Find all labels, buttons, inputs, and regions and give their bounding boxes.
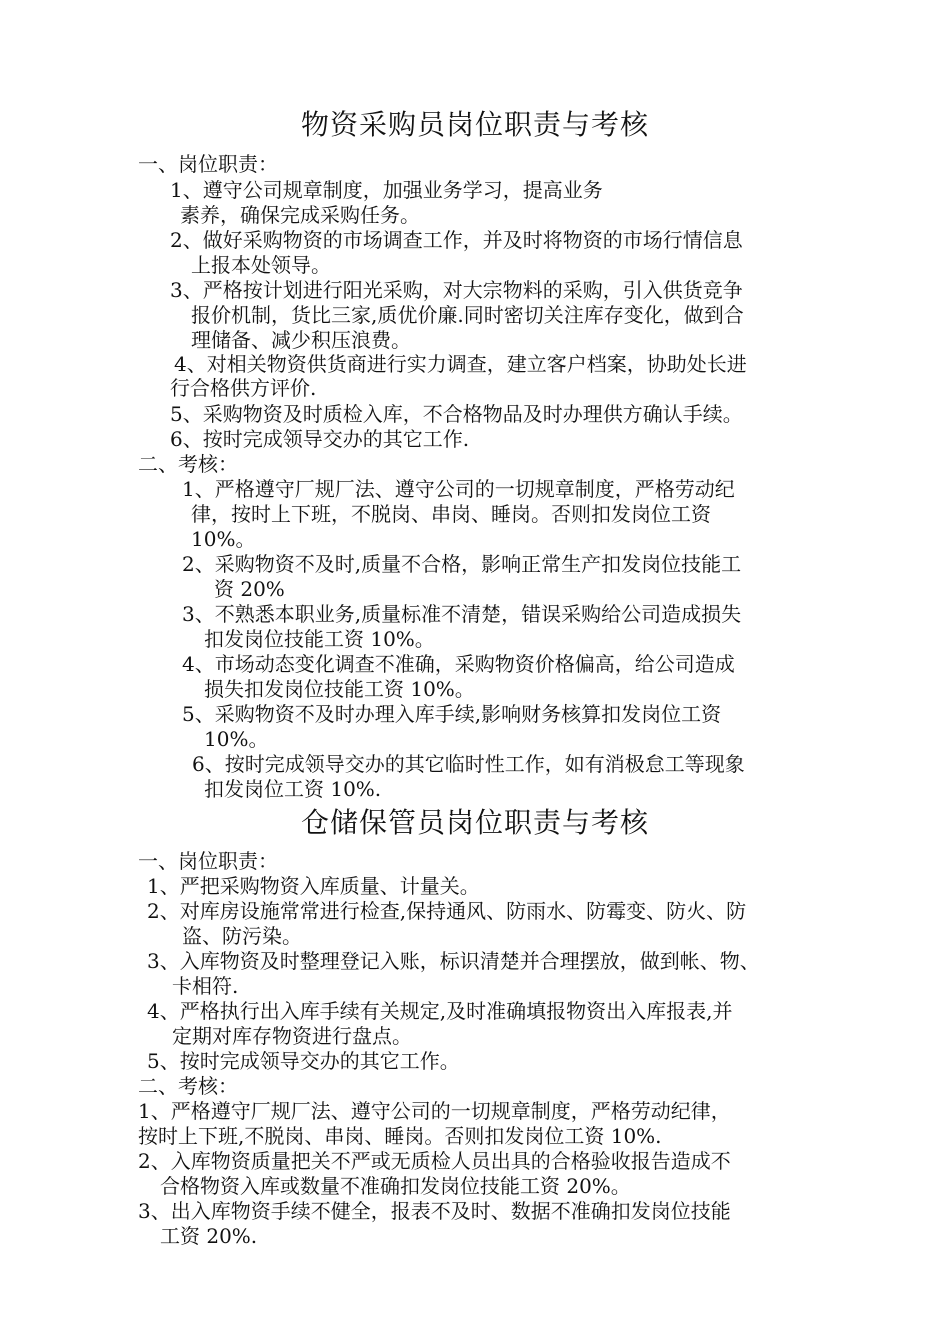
doc1-assess-5-line-1: 5、采购物资不及时办理入库手续,影响财务核算扣发岗位工资 [182,702,722,726]
doc2-duties-heading: 一、岗位职责： [138,849,278,873]
doc1-duty-1-line-1: 1、遵守公司规章制度，加强业务学习，提高业务 [170,178,603,202]
doc1-assess-5-line-2: 10%。 [204,727,269,751]
doc2-assess-2-line-1: 2、入库物资质量把关不严或无质检人员出具的合格验收报告造成不 [138,1149,731,1173]
doc1-assess-4-line-2: 损失扣发岗位技能工资 10%。 [204,677,475,701]
doc1-duty-2-line-2: 上报本处领导。 [191,253,331,277]
doc1-duty-3-line-1: 3、严格按计划进行阳光采购，对大宗物料的采购，引入供货竞争 [170,278,743,302]
doc2-title: 仓储保管员岗位职责与考核 [300,806,649,839]
doc1-duty-1-line-2: 素养，确保完成采购任务。 [180,203,420,227]
doc1-assess-6-line-1: 6、按时完成领导交办的其它临时性工作，如有消极怠工等现象 [192,752,745,776]
doc1-assess-2-line-2: 资 20% [214,577,285,601]
doc1-duty-6: 6、按时完成领导交办的其它工作. [170,427,470,451]
doc2-duty-5: 5、按时完成领导交办的其它工作。 [147,1049,460,1073]
doc1-duty-3-line-3: 理储备、减少积压浪费。 [191,328,411,352]
doc1-assess-4-line-1: 4、市场动态变化调查不准确，采购物资价格偏高，给公司造成 [182,652,735,676]
doc1-duties-heading: 一、岗位职责： [138,152,278,176]
doc1-duty-3-line-2: 报价机制，货比三家,质优价廉.同时密切关注库存变化，做到合 [191,303,744,327]
doc2-assess-3-line-2: 工资 20%. [160,1224,258,1248]
doc1-assess-3-line-2: 扣发岗位技能工资 10%。 [204,627,435,651]
doc1-title: 物资采购员岗位职责与考核 [300,108,649,141]
doc2-assess-3-line-1: 3、出入库物资手续不健全，报表不及时、数据不准确扣发岗位技能 [138,1199,731,1223]
doc1-assess-1-line-3: 10%。 [191,527,256,551]
doc1-assess-2-line-1: 2、采购物资不及时,质量不合格，影响正常生产扣发岗位技能工 [182,552,742,576]
doc2-duty-4-line-2: 定期对库存物资进行盘点。 [172,1024,412,1048]
doc2-assess-2-line-2: 合格物资入库或数量不准确扣发岗位技能工资 20%。 [160,1174,631,1198]
doc2-assess-1-line-2: 按时上下班,不脱岗、串岗、睡岗。否则扣发岗位工资 10%. [138,1124,662,1148]
doc2-duty-1: 1、严把采购物资入库质量、计量关。 [147,874,480,898]
doc1-duty-4-line-1: 4、对相关物资供货商进行实力调查，建立客户档案，协助处长进 [174,352,747,376]
doc2-assess-1-line-1: 1、严格遵守厂规厂法、遵守公司的一切规章制度，严格劳动纪律， [138,1099,731,1123]
doc1-assess-heading: 二、考核： [138,452,238,476]
doc2-duty-2-line-2: 盗、防污染。 [182,924,302,948]
doc2-duty-4-line-1: 4、严格执行出入库手续有关规定,及时准确填报物资出入库报表,并 [147,999,733,1023]
doc2-duty-3-line-2: 卡相符. [172,974,239,998]
doc2-duty-2-line-1: 2、对库房设施常常进行检查,保持通风、防雨水、防霉变、防火、防 [147,899,747,923]
doc1-assess-6-line-2: 扣发岗位工资 10%. [204,777,382,801]
doc2-duty-3-line-1: 3、入库物资及时整理登记入账，标识清楚并合理摆放，做到帐、物、 [147,949,760,973]
doc1-duty-4-line-2: 行合格供方评价. [170,376,317,400]
doc2-assess-heading: 二、考核： [138,1074,238,1098]
doc1-assess-1-line-1: 1、严格遵守厂规厂法、遵守公司的一切规章制度，严格劳动纪 [182,477,735,501]
doc1-duty-2-line-1: 2、做好采购物资的市场调查工作，并及时将物资的市场行情信息 [170,228,743,252]
doc1-assess-3-line-1: 3、不熟悉本职业务,质量标准不清楚，错误采购给公司造成损失 [182,602,742,626]
doc1-duty-5: 5、采购物资及时质检入库，不合格物品及时办理供方确认手续。 [170,402,743,426]
doc1-assess-1-line-2: 律，按时上下班，不脱岗、串岗、睡岗。否则扣发岗位工资 [191,502,711,526]
